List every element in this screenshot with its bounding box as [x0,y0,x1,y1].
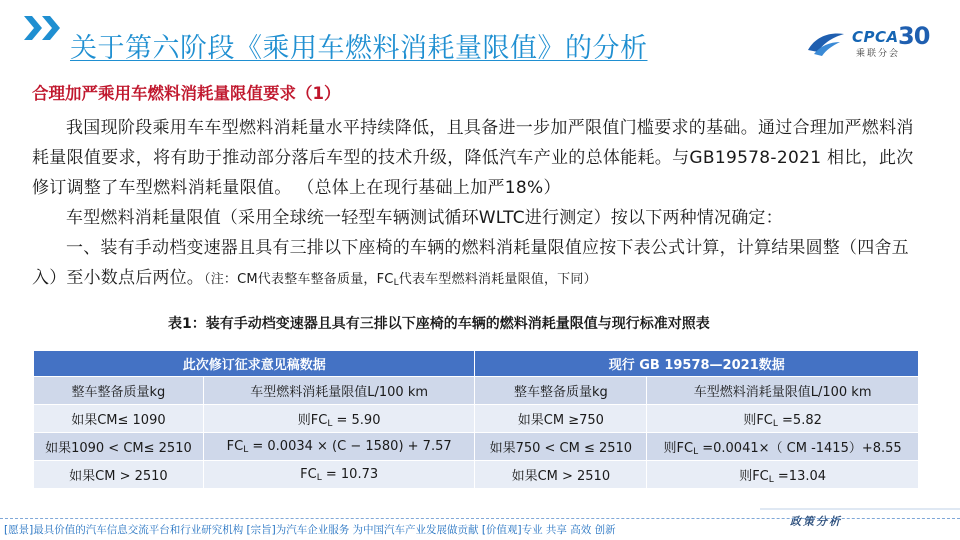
footer-tag: 政策分析 [790,515,842,528]
anniversary-number: 30 [898,22,930,50]
anniversary-30-badge [898,22,942,58]
footer-accent-bar [760,508,960,510]
table-caption: 表1：装有手动档变速器且具有三排以下座椅的车辆的燃料消耗量限值与现行标准对照表 [168,316,710,332]
group-header-current: 现行 GB 19578—2021数据 [475,351,919,377]
cell-new-fc: $FC_L = 0.0034 \times (C - 1580) + 7.57$ [203,433,475,461]
logo-subtext: 乘联分会 [856,49,901,59]
cell-old-fc: 则$FC_L =5.82$ [647,405,919,433]
section-title: 合理加严乘用车燃料消耗量限值要求（1） [32,84,341,103]
footer-divider [0,518,960,520]
cell-new-mass: 如果CM≤ 1090 [34,405,204,433]
cell-old-mass: 如果750 < CM ≤ 2510 [475,433,647,461]
cell-new-mass: 如果CM > 2510 [34,461,204,489]
table-group-header-row [34,351,919,377]
cpca-logo [806,26,906,62]
col-header-new-mass: 整车整备质量kg [34,377,204,405]
group-header-new: 此次修订征求意见稿数据 [34,351,475,377]
logo-text: CPCA [852,28,899,46]
cell-new-fc: $FC_L = 10.73$ [203,461,475,489]
cell-old-mass: 如果CM ≥750 [475,405,647,433]
col-header-old-fc: 车型燃料消耗量限值L/100 km [647,377,919,405]
cpca-logo-icon [806,28,846,58]
cell-new-fc: 则$FC_L = 5.90$ [203,405,475,433]
table-row [34,461,919,489]
col-header-new-fc: 车型燃料消耗量限值L/100 km [203,377,475,405]
table-row [34,433,919,461]
col-header-old-mass: 整车整备质量kg [475,377,647,405]
paragraph-main-text: 一、装有手动档变速器且具有三排以下座椅的车辆的燃料消耗量限值应按下表公式计算，计算结果圆整（四舍五入）至小数点后两位。 [32,238,909,288]
paragraph-intro: 我国现阶段乘用车车型燃料消耗量水平持续降低，且具备进一步加严限值门槛要求的基础。通过合理加严燃料消耗量限值要求，将有助于推动部分落后车型的技术升级，降低汽车产业的总体能耗。与GB19578-2021 相比，此次修订调整了车型燃料消耗量限值。 （总体上在现行基础上加严18%） [32,118,914,198]
table-row [34,405,919,433]
slide-title: 关于第六阶段《乘用车燃料消耗量限值》的分析 [70,33,648,64]
footer-text: [愿景]最具价值的汽车信息交流平台和行业研究机构 [宗旨]为汽车企业服务 为中国汽车产业发展做贡献 [价值观]专业 共享 高效 创新 [4,524,616,536]
cell-old-mass: 如果CM > 2510 [475,461,647,489]
cell-old-fc: 则$FC_L =0.0041\times$（ CM -1415）+8.55 [647,433,919,461]
paragraph-limits: 车型燃料消耗量限值（采用全球统一轻型车辆测试循环WLTC进行测定）按以下两种情况确定： [66,208,783,228]
paragraph-note: （注：CM代表整车整备质量，$FC_L$代表车型燃料消耗量限值，下同） [204,272,597,288]
cell-new-mass: 如果1090 < CM≤ 2510 [34,433,204,461]
table-column-header-row [34,377,919,405]
cell-old-fc: 则$FC_L =13.04$ [647,461,919,489]
paragraph-manual-transmission [32,233,924,298]
comparison-table [33,350,919,489]
slide-header [0,0,960,64]
